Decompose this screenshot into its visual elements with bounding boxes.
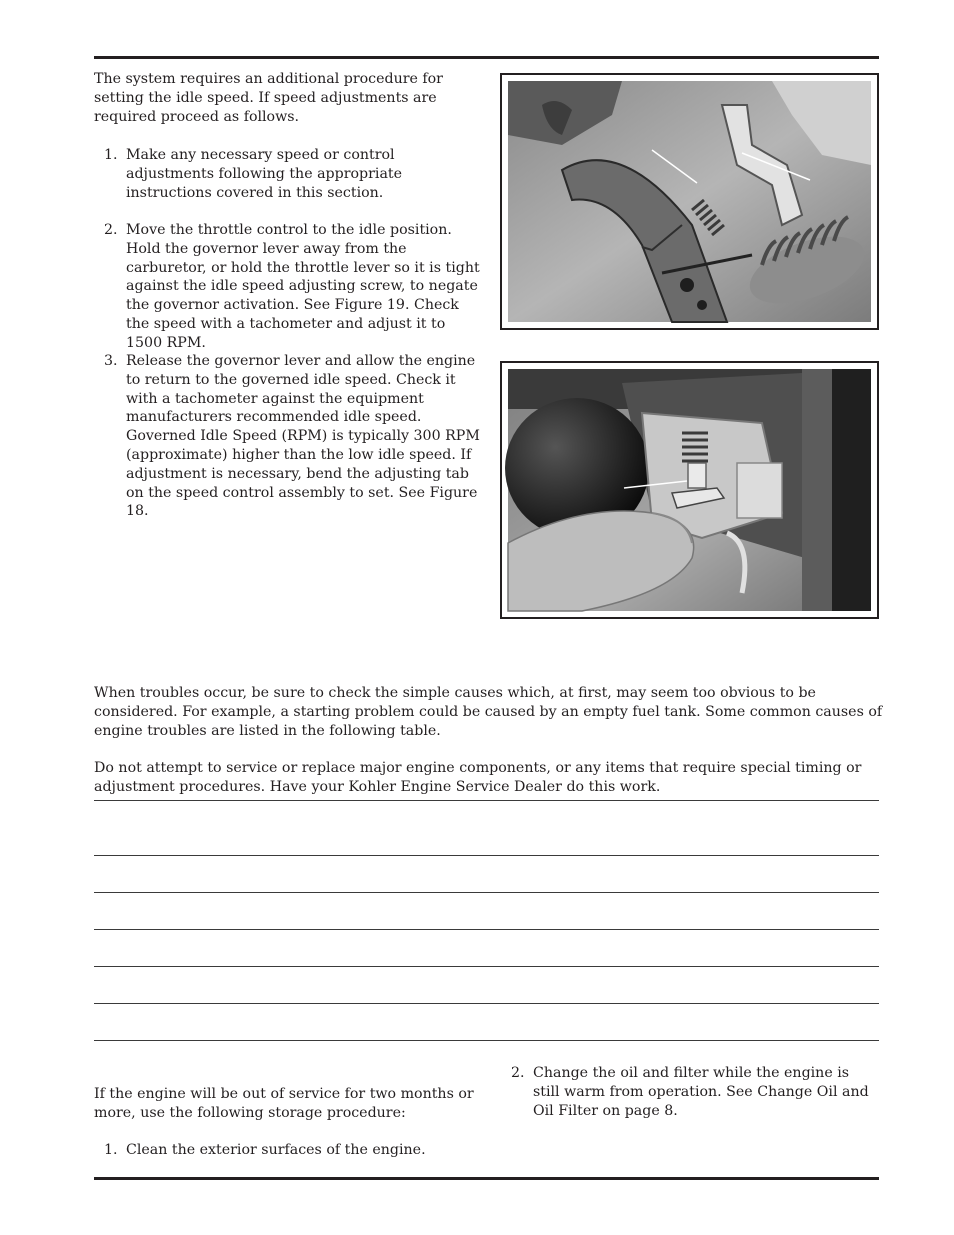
table-rule-bottom <box>94 1040 879 1041</box>
engine-photo-1 <box>502 75 877 328</box>
table-rule <box>94 855 879 856</box>
footer-rule <box>94 1177 879 1180</box>
idle-intro: The system requires an additional procedure for setting the idle speed. If speed adjustments are required proceed as follows. <box>94 71 443 125</box>
table-rule <box>94 1003 879 1004</box>
step-text: Change the oil and filter while the engine is still warm from operation. See Change Oil and Oil Filter on page 8. <box>533 1065 869 1119</box>
step-number: 1. <box>104 1142 118 1158</box>
step-number: 3. <box>104 353 118 369</box>
header-rule <box>94 56 879 59</box>
storage-step-1 <box>104 1141 482 1160</box>
storage-step-2 <box>511 1064 871 1120</box>
idle-step-1 <box>104 146 482 202</box>
step-number: 2. <box>104 222 118 238</box>
idle-step-2 <box>104 221 482 353</box>
step-text: Clean the exterior surfaces of the engine. <box>126 1142 426 1158</box>
step-text: Make any necessary speed or control adjustments following the appropriate instructions covered in this section. <box>126 147 403 201</box>
figure-photo-adjusting-tab <box>500 361 879 619</box>
step-text: Release the governor lever and allow the engine to return to the governed idle speed. Check it with a tachometer against the equipment manufacturers recommended idle speed. Governed Idle Speed (RPM) is typically 300 RPM (approximate) higher than the low idle speed. If adjustment is necessary, bend the adjusting tab on the speed control assembly to set. See Figure 18. <box>126 353 480 520</box>
step-text: Move the throttle control to the idle position. Hold the governor lever away from the carburetor, or hold the throttle lever so it is tight against the idle speed adjusting screw, to negate the governor activation. See Figure 19. Check the speed with a tachometer and adjust it to 1500 RPM. <box>126 222 480 351</box>
storage-intro: If the engine will be out of service for two months or more, use the following storage procedure: <box>94 1086 474 1121</box>
idle-step-3 <box>104 352 482 521</box>
engine-photo-2 <box>502 363 877 617</box>
table-rule-top <box>94 800 879 801</box>
table-rule <box>94 929 879 930</box>
table-rule <box>94 966 879 967</box>
troubleshooting-intro: When troubles occur, be sure to check the simple causes which, at first, may seem too obvious to be considered. For example, a starting problem could be caused by an empty fuel tank. Some common causes of engine troubles are listed in the following table. <box>94 685 883 739</box>
table-rule <box>94 892 879 893</box>
step-number: 2. <box>511 1065 525 1081</box>
figure-photo-governor-springs <box>500 73 879 330</box>
step-number: 1. <box>104 147 118 163</box>
troubleshooting-warning: Do not attempt to service or replace major engine components, or any items that require special timing or adjustment procedures. Have your Kohler Engine Service Dealer do this work. <box>94 760 862 795</box>
